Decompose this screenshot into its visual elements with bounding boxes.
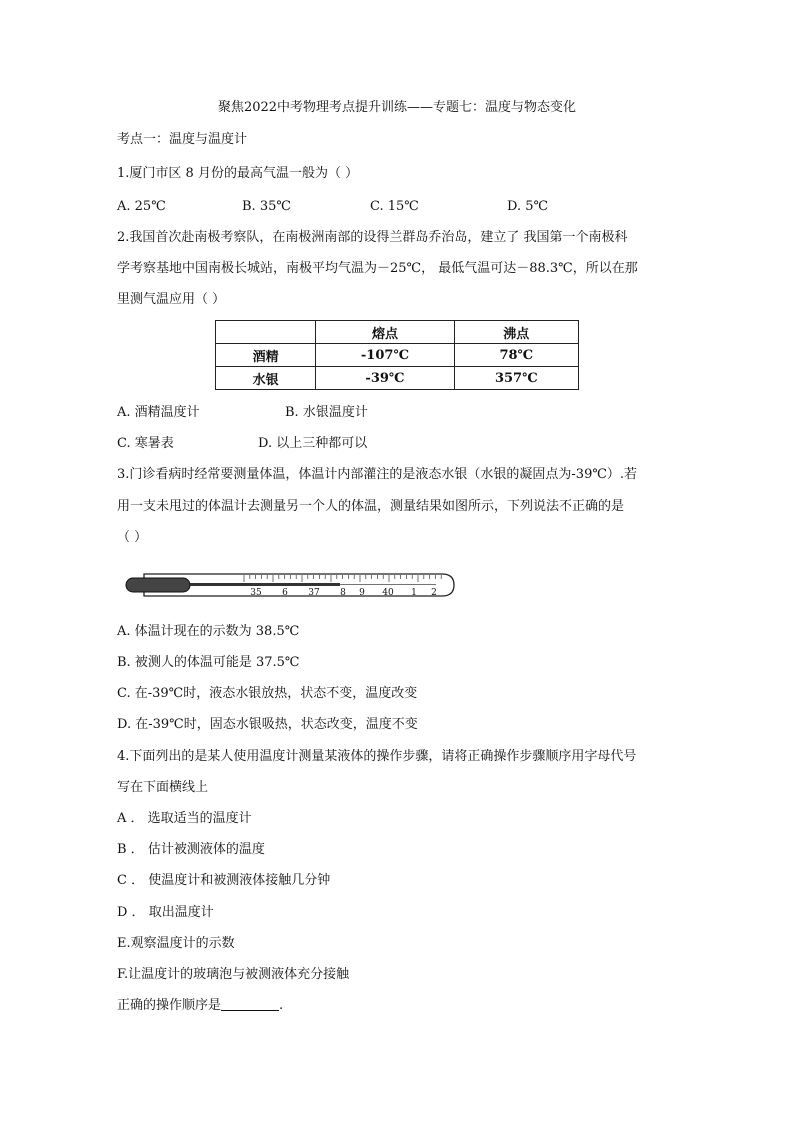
thermometer-bulb-icon xyxy=(126,578,190,592)
question-2-line-2: 学考察基地中国南极长城站，南极平均气温为－25℃， 最低气温可达－88.3℃，所以在那 xyxy=(117,261,638,276)
q4-answer-line xyxy=(117,996,283,1016)
scale-label: 37 xyxy=(308,588,320,598)
table-cell: 酒精 xyxy=(216,344,316,367)
q3-option-d: D. 在-39℃时，固态水银吸热，状态改变，温度不变 xyxy=(117,717,418,732)
table-row xyxy=(216,344,579,367)
q4-step-c: C ． 使温度计和被测液体接触几分钟 xyxy=(117,873,331,888)
q4-step-b: B ． 估计被测液体的温度 xyxy=(117,842,265,857)
question-3-line-3: （ ） xyxy=(117,530,148,545)
scale-label: 40 xyxy=(382,588,394,598)
scale-label: 35 xyxy=(250,588,262,598)
question-2-line-1: 2.我国首次赴南极考察队，在南极洲南部的设得兰群岛乔治岛，建立了 我国第一个南极科 xyxy=(117,230,628,245)
q1-option-a: A. 25℃ xyxy=(117,199,166,214)
table-cell: 水银 xyxy=(216,367,316,390)
q4-step-a: A ． 选取适当的温度计 xyxy=(117,811,252,826)
q3-option-c: C. 在-39℃时，液态水银放热，状态不变，温度改变 xyxy=(117,686,418,701)
table-cell: 78℃ xyxy=(454,344,578,367)
q2-option-b: B. 水银温度计 xyxy=(285,405,368,420)
section-heading: 考点一：温度与温度计 xyxy=(117,132,248,147)
scale-label: 6 xyxy=(282,588,288,598)
scale-label: 8 xyxy=(340,588,346,598)
question-4-line-1: 4.下面列出的是某人使用温度计测量某液体的操作步骤，请将正确操作步骤顺序用字母代号 xyxy=(117,749,637,764)
table-cell: -107℃ xyxy=(316,344,454,367)
mercury-column-icon xyxy=(190,583,340,586)
melting-boiling-table xyxy=(215,320,579,390)
q3-option-a: A. 体温计现在的示数为 38.5℃ xyxy=(117,624,300,639)
q1-option-b: B. 35℃ xyxy=(242,199,291,214)
table-header-cell xyxy=(216,321,316,344)
question-4-line-2: 写在下面横线上 xyxy=(117,780,209,795)
q4-step-e: E.观察温度计的示数 xyxy=(117,936,235,951)
answer-prompt: 正确的操作顺序是 xyxy=(117,998,222,1013)
page-title: 聚焦2022中考物理考点提升训练——专题七：温度与物态变化 xyxy=(217,100,577,115)
scale-label: 1 xyxy=(411,588,417,598)
q4-step-d: D ． 取出温度计 xyxy=(117,905,214,920)
scale-ticks xyxy=(244,575,441,582)
q2-option-c: C. 寒暑表 xyxy=(117,436,174,451)
question-2-line-3: 里测气温应用（ ） xyxy=(117,292,226,307)
table-header-cell: 熔点 xyxy=(316,321,454,344)
scale-label: 9 xyxy=(359,588,365,598)
question-3-line-2: 用一支未甩过的体温计去测量另一个人的体温，测量结果如图所示，下列说法不正确的是 xyxy=(117,499,625,514)
table-header-row xyxy=(216,321,579,344)
table-cell: -39℃ xyxy=(316,367,454,390)
q2-option-d: D. 以上三种都可以 xyxy=(258,436,368,451)
q1-option-c: C. 15℃ xyxy=(370,199,419,214)
q3-option-b: B. 被测人的体温可能是 37.5℃ xyxy=(117,655,300,670)
table-cell: 357℃ xyxy=(454,367,578,390)
q4-step-f: F.让温度计的玻璃泡与被测液体充分接触 xyxy=(117,967,350,982)
table-header-cell: 沸点 xyxy=(454,321,578,344)
answer-blank[interactable] xyxy=(221,996,279,1011)
question-1-stem: 1.厦门市区 8 月份的最高气温一般为（ ） xyxy=(117,166,359,181)
question-3-line-1: 3.门诊看病时经常要测量体温，体温计内部灌注的是液态水银（水银的凝固点为-39℃）.若 xyxy=(117,467,638,482)
clinical-thermometer-figure xyxy=(124,568,460,602)
q2-option-a: A. 酒精温度计 xyxy=(117,405,200,420)
scale-label: 2 xyxy=(431,588,437,598)
answer-period: . xyxy=(279,998,284,1013)
q1-option-d: D. 5℃ xyxy=(507,199,549,214)
table-row xyxy=(216,367,579,390)
